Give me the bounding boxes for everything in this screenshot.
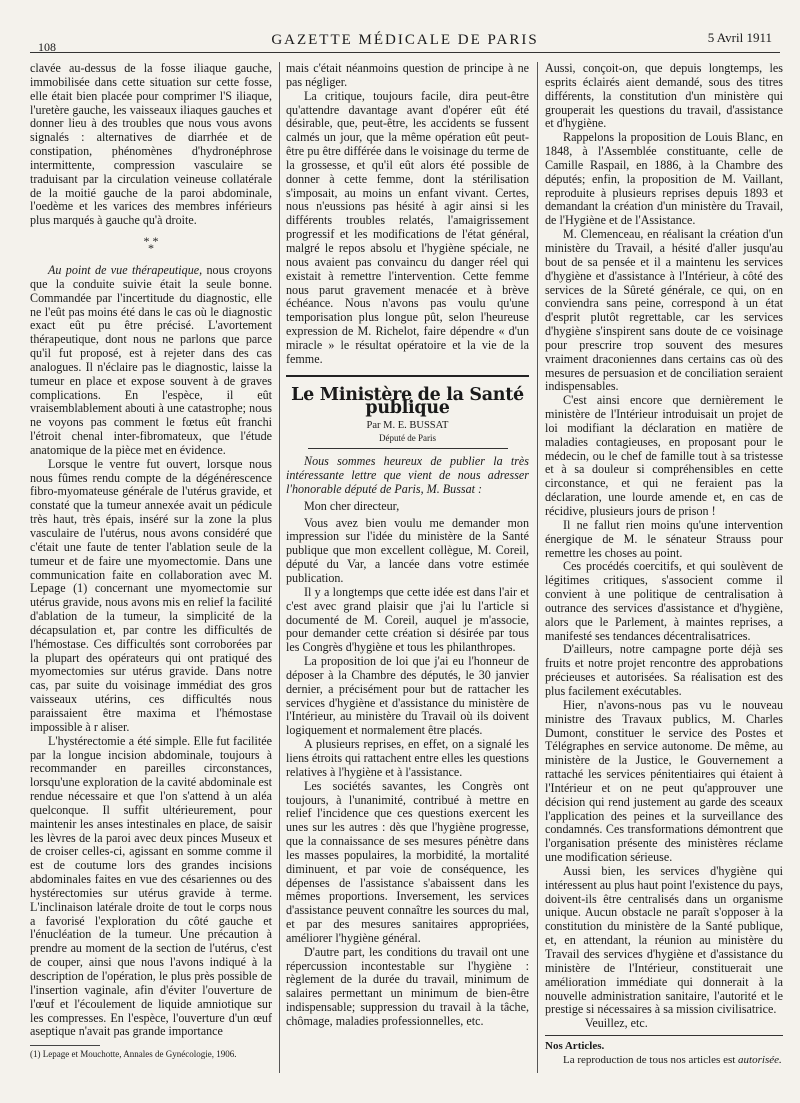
column-2 [286, 62, 529, 1081]
paragraph: La critique, toujours facile, dira peut-être qu'attendre davantage avant d'opérer eût été désirable, que, peut-être, les accidents se fussent calmés un jour, que la même opération eût peut-être pu être différée dans le voisinage du terme de la grossesse, et qu'il eût alors été possible de donner à cette femme, dont la stérilisation s'imposait, au moins un enfant vivant. Certes, nous n'eussions pas hésité à agir ainsi si les différents troubles relatés, l'amaigrissement progressif et les modifications de l'état général, malgré le repos absolu et l'hygiène spéciale, ne nous avaient pas convaincu du danger réel qui existait à remettre l'intervention. Cette femme nous parut gravement menacée et à brève échéance. Nous n'avons pas voulu qu'une temporisation plus longue pût, selon l'heureuse expression de M. Richelot, faire dépendre « d'un miracle » le résultat opératoire et la vie de la femme. [286, 88, 529, 366]
issue-date: 5 Avril 1911 [707, 30, 772, 45]
paragraph: D'autre part, les conditions du travail ont une répercussion incontestable sur l'hygiène : règlement de la durée du travail, minimum de salaires permettant un minimum de bien-être indispensable; suppression du travail à la tâche, chômage, maladies professionnelles, etc. [286, 944, 529, 1028]
separator-glyph: * * * [143, 234, 159, 256]
paragraph [30, 264, 272, 458]
paragraph: mais c'était néanmoins question de principe à ne pas négliger. [286, 62, 529, 89]
paragraph: La proposition de loi que j'ai eu l'honneur de déposer à la Chambre des députés, le 30 janvier dernier, a précisément pour but de rattacher les services d'hygiène et d'assistance du ministère de l'Intérieur, au ministère du Travail où ils doivent logiquement et normalement être placés. [286, 654, 529, 738]
paragraph: Les sociétés savantes, les Congrès ont toujours, à l'unanimité, contribué à mettre en relief l'incidence que ces questions exercent les unes sur les autres : dès que l'hygiène progresse, que la connaissance de ses mesures pénètre dans les masses populaires, la morbidité, la mortalité diminuent, et par voie de conséquence, les dépenses de l'assistance s'abaissent dans les mêmes proportions. Inversement, les services d'assistance peuvent connaître les sources du mal, et par des mesures sanitaires appropriées, améliorer l'hygiène général. [286, 778, 529, 945]
section-separator-stars [30, 234, 272, 256]
paragraph: D'ailleurs, notre campagne porte déjà ses fruits et notre projet rencontre des approbations précieuses et autorisées. Sa réalisation est des plus facilement exécutables. [545, 642, 783, 698]
paragraph: Il ne fallut rien moins qu'une intervention énergique de M. le sénateur Strauss pour remettre les choses au point. [545, 517, 783, 560]
section-title: Nos Articles. [545, 1040, 605, 1053]
section-notice [545, 1054, 783, 1068]
author-role: Député de Paris [379, 433, 436, 444]
paragraph: clavée au-dessus de la fosse iliaque gauche, immobilisée dans cette situation sur cette fosse, elle était bien placée pour comprimer l'S iliaque, l'uretère gauche, les vaisseaux iliaques gauches et donner lieu à des troubles que nous vous avons signalés : alternatives de diarrhée et de constipation, phénomènes d'hydronéphrose intermittente, compression vasculaire se traduisant par la circulation veineuse collatérale de la moitié gauche de la paroi abdominale, l'oedème et les varices des membres inférieurs plus marqués à gauche qu'à droite. [30, 62, 272, 228]
page-header [30, 30, 780, 53]
article-rule-bottom [308, 448, 508, 449]
paragraph: M. Clemenceau, en réalisant la création d'un ministère du Travail, a hésité d'aller jusqu'au bout de sa pensée et il a maintenu les services d'hygiène et d'assistance à l'Intérieur, à côté des services de la Sûreté générale, ce qui, on en conviendra sans peine, correspond à un état d'esprit plutôt regrettable, car les services d'hygiène s'inspirent sans doute de ce voisinage pour prescrire trop souvent des mesures vraiment draconiennes dans certains cas où des mesures de persuasion et de conciliation seraient indispensables. [545, 227, 783, 394]
letter-salutation: Mon cher directeur, [304, 498, 400, 513]
paragraph: Vous avez bien voulu me demander mon impression sur l'idée du ministère de la Santé publique que mon excellent collègue, M. Coreil, député du Var, a lancée dans votre estimée publication. [286, 515, 529, 585]
footnote-rule [30, 1045, 100, 1046]
article-byline: Par M. E. BUSSAT [366, 420, 449, 432]
notice-text: La reproduction de tous nos articles est [563, 1053, 739, 1066]
paragraph: Il y a longtemps que cette idée est dans l'air et c'est avec grand plaisir que j'ai lu l'article si documenté de M. Coreil, auquel je m'associe, pour demander cette création si désirée par tous les Congrès d'hygiène et tous les philanthropes. [286, 584, 529, 655]
section-rule [545, 1035, 783, 1036]
paragraph: A plusieurs reprises, en effet, on a signalé les liens étroits qui rattachent entre elles les questions relatives à l'hygiène et à l'assistance. [286, 737, 529, 779]
notice-emphasis: autorisée. [738, 1053, 782, 1066]
column-1 [30, 62, 272, 1081]
journal-title: GAZETTE MÉDICALE DE PARIS [271, 32, 539, 48]
paragraph: Lorsque le ventre fut ouvert, lorsque nous nous fûmes rendu compte de la dégénérescence fibro-myomateuse générale de l'utérus gravide, et constaté que la tumeur annexée avait un pédicule très haut, très épais, inséré sur la zone la plus vasculaire de l'utérus, nous avons considéré que c'était une faute de tenter l'ablation seule de la tumeur et de faire une myomectomie. Dans une communication faite en collaboration avec M. Lepage (1) concernant une myomectomie sur utérus gravide, nous avons mis en relief la facilité d'ablation de la tumeur, la simplicité de la décapsulation et, par contre les difficultés de l'hémostase. Ces difficultés sont corroborées par la plupart des opérateurs qui ont pratiqué des myomectomies sur utérus gravide. Dans notre cas, par suite du voisinage immédiat des gros vaisseaux utérins, ces difficultés nous paraissaient être maxima et l'hémostase impossible à r aliser. [30, 456, 272, 734]
column-divider [537, 62, 538, 1073]
paragraph: Aussi, conçoit-on, que depuis longtemps, les esprits éclairés aient demandé, sous des titres différents, la constitution d'un ministère qui grouperait les questions du travail, d'assistance et d'hygiène. [545, 62, 783, 131]
article-title: Le Ministère de la Santé publique [291, 384, 524, 419]
paragraph: Rappelons la proposition de Louis Blanc, en 1848, à l'Assemblée constituante, celle de Camille Raspail, en 1886, à la Chambre des députés; enfin, la proposition de M. Vaillant, reproduite à plusieurs reprises depuis 1893 et demandant la création d'un ministère du Travail, de l'Hygiène et de l'Assistance. [545, 130, 783, 228]
paragraph: L'hystérectomie a été simple. Elle fut facilitée par la longue incision abdominale, toujours à recommander en pareilles circonstances, lorsqu'une exploration de la cavité abdominale est rendue nécessaire et que l'on s'attend à un aléa quelconque. Il suffit ultérieurement, pour maintenir les anses intestinales en place, de saisir les lèvres de la paroi avec deux pinces Museux et de croiser celles-ci, agissant en somme comme il est de coutume lors des grandes incisions abdominales faites en vue des césariennes ou des hystérectomies sur utérus gravide à terme. L'inclinaison latérale droite de tout le corps nous a favorisé l'exploration du côté gauche et l'énucléation de la tumeur. Une précaution à prendre au moment de la section de l'utérus, c'est de couper, ainsi que nous l'avons indiqué à la description de l'opération, le plus près possible de l'insertion vaginale, afin d'éviter l'ouverture de l'œuf et l'écoulement de liquide amniotique sur les compresses. En l'espèce, l'ouverture d'un œuf aseptique n'avait pas grande importance [30, 733, 272, 1039]
paragraph: Aussi bien, les services d'hygiène qui intéressent au plus haut point l'existence du pays, doivent-ils être centralisés dans un organisme unique. Aucun obstacle ne paraît s'opposer à la constitution du ministère de la Santé publique, et, en attendant, la réunion au ministère du Travail des services d'hygiène et d'assistance du ministère de l'Intérieur, constituerait une amélioration immédiate qui donnerait à la nouvelle administration sanitaire, l'autorité et le prestige si nécessaires à sa mission civilisatrice. [545, 863, 783, 1017]
footnote: (1) Lepage et Mouchotte, Annales de Gynécologie, 1906. [30, 1049, 237, 1060]
column-divider [279, 62, 280, 1073]
column-3 [545, 62, 783, 1081]
paragraph: C'est ainsi encore que dernièrement le ministère de l'Intérieur introduisait un projet de loi modifiant la déclaration en matière de maladies contagieuses, en proposant pour le médecin, ou le chef de famille tout à sa tristesse et à sa douleur si compréhensibles en cette circonstance, et qui ne feraient pas la déclaration, une lourde amende et, en cas de récidive, plusieurs jours de prison ! [545, 393, 783, 518]
emphasis-text: Au point de vue thérapeutique, [48, 262, 203, 277]
paragraph: Hier, n'avons-nous pas vu le nouveau ministre des Travaux publics, M. Charles Dumont, constituer le service des Postes et Télégraphes en service autonome. De même, au ministère de la Justice, le Gouvernement a rattaché les services pénitentiaires qui étaient à l'Intérieur et on ne peut qu'approuver une décision qui rend justement au garde des sceaux l'application des peines et la surveillance des condamnés. Ces transformations démontrent que l'organisation présente des ministères réclame une modification sérieuse. [545, 697, 783, 865]
article-rule-top [286, 375, 529, 377]
letter-closing: Veuillez, etc. [585, 1016, 648, 1031]
article-intro: Nous sommes heureux de publier la très intéressante lettre que vient de nous adresser l'honorable député de Paris, M. Bussat : [286, 454, 529, 496]
page-number: 108 [38, 40, 56, 54]
paragraph-text: nous croyons que la conduite suivie était la seule bonne. Commandée par l'incertitude du diagnostic, elle ne l'eût pas moins été dans le cas où le diagnostic exact eût pu être précisé. L'avortement thérapeutique, dont nous ne parlons que parce qu'il fut proposé, est à rejeter dans des cas analogues. Il n'éclaire pas le diagnostic, laisse la tumeur en place et expose souvent à de graves complications. En l'espèce, il eût vraisemblablement abouti à une catastrophe; nous ne voyons pas comment le fœtus eût franchi l'étroit chenal inter-fibromateux, que l'étude anatomique de la pièce met en évidence. [30, 262, 272, 457]
paragraph: Ces procédés coercitifs, et qui soulèvent de légitimes critiques, s'associent comme il convient à une politique de centralisation à outrance des services d'assistance et d'hygiène, alors que le Parlement, à maintes reprises, a manifesté ses tendances décentralisatrices. [545, 559, 783, 643]
